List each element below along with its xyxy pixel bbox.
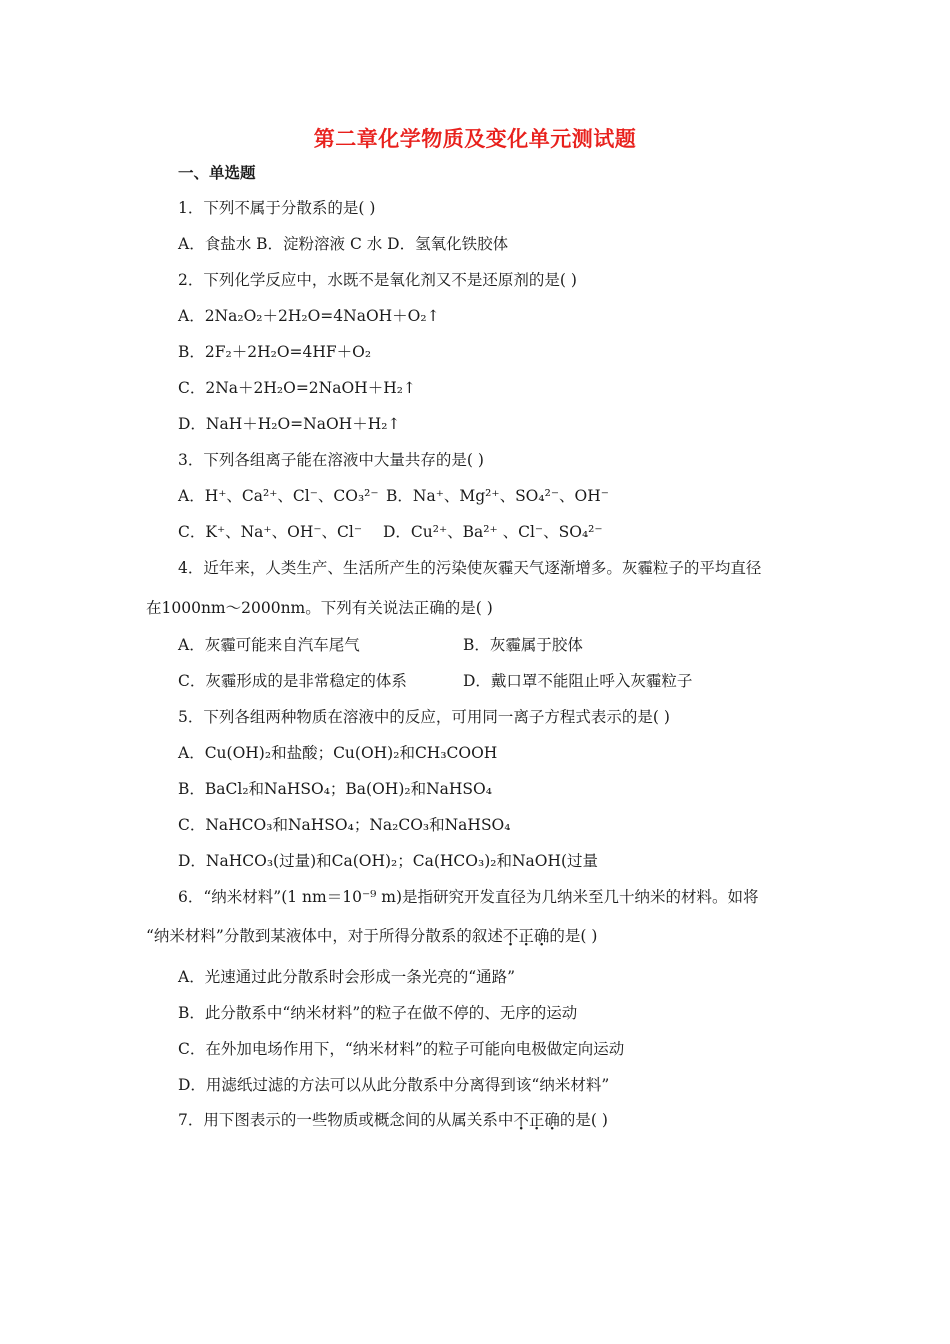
question-4-option-d: D．戴口罩不能阻止呼入灰霾粒子 xyxy=(463,672,693,690)
emphasis-char-3: 确 xyxy=(533,927,550,945)
question-2-stem: 2．下列化学反应中，水既不是氧化剂又不是还原剂的是( ) xyxy=(178,271,577,289)
document-title: 第二章化学物质及变化单元测试题 xyxy=(313,126,637,151)
question-6-emphasis xyxy=(503,927,550,945)
question-6-option-a: A．光速通过此分散系时会形成一条光亮的“通路” xyxy=(178,968,516,986)
question-2-option-c: C．2Na＋2H₂O=2NaOH＋H₂↑ xyxy=(178,379,416,397)
emphasis-char-2: 正 xyxy=(528,1111,545,1129)
question-4-option-c: C．灰霾形成的是非常稳定的体系 xyxy=(178,672,407,690)
question-1-stem: 1．下列不属于分散系的是( ) xyxy=(178,199,376,217)
question-5-option-b: B．BaCl₂和NaHSO₄；Ba(OH)₂和NaHSO₄ xyxy=(178,780,492,798)
section-heading: 一、单选题 xyxy=(178,164,256,182)
emphasis-char-2: 正 xyxy=(518,927,534,945)
question-7-stem-post: 的是( ) xyxy=(559,1111,608,1129)
question-6-option-d: D．用滤纸过滤的方法可以从此分散系中分离得到该“纳米材料” xyxy=(178,1076,610,1094)
question-6-option-b: B．此分散系中“纳米材料”的粒子在做不停的、无序的运动 xyxy=(178,1004,578,1022)
question-4-option-a: A．灰霾可能来自汽车尾气 xyxy=(178,636,360,654)
question-7-stem xyxy=(178,1109,608,1131)
question-5-option-a: A．Cu(OH)₂和盐酸；Cu(OH)₂和CH₃COOH xyxy=(178,744,498,762)
emphasis-char-1: 不 xyxy=(513,1111,529,1129)
question-5-option-c: C．NaHCO₃和NaHSO₄；Na₂CO₃和NaHSO₄ xyxy=(178,816,511,834)
question-2-option-b: B．2F₂＋2H₂O=4HF＋O₂ xyxy=(178,343,372,361)
question-6-stem-post: 的是( ) xyxy=(549,927,598,945)
question-3-option-a: A．H⁺、Ca²⁺、Cl⁻、CO₃²⁻ xyxy=(178,487,379,505)
emphasis-char-3: 确 xyxy=(544,1111,560,1129)
question-6-option-c: C．在外加电场作用下，“纳米材料”的粒子可能向电极做定向运动 xyxy=(178,1040,625,1058)
question-2-option-a: A．2Na₂O₂＋2H₂O=4NaOH＋O₂↑ xyxy=(178,307,440,325)
emphasis-char-1: 不 xyxy=(502,927,519,945)
question-4-stem-line2: 在1000nm～2000nm。下列有关说法正确的是( ) xyxy=(146,599,493,617)
question-2-option-d: D．NaH＋H₂O=NaOH＋H₂↑ xyxy=(178,415,401,433)
question-4-stem-line1: 4．近年来，人类生产、生活所产生的污染使灰霾天气逐渐增多。灰霾粒子的平均直径 xyxy=(178,559,762,577)
question-3-option-b: B．Na⁺、Mg²⁺、SO₄²⁻、OH⁻ xyxy=(386,487,609,505)
question-4-option-b: B．灰霾属于胶体 xyxy=(463,636,583,654)
question-5-stem: 5．下列各组两种物质在溶液中的反应，可用同一离子方程式表示的是( ) xyxy=(178,708,670,726)
question-3-stem: 3．下列各组离子能在溶液中大量共存的是( ) xyxy=(178,451,484,469)
question-7-stem-pre: 7．用下图表示的一些物质或概念间的从属关系中 xyxy=(178,1111,514,1129)
question-6-stem-line2 xyxy=(146,925,597,947)
question-5-option-d: D．NaHCO₃(过量)和Ca(OH)₂；Ca(HCO₃)₂和NaOH(过量 xyxy=(178,852,599,870)
question-3-option-d: D．Cu²⁺、Ba²⁺ 、Cl⁻、SO₄²⁻ xyxy=(383,523,603,541)
question-3-option-c: C．K⁺、Na⁺、OH⁻、Cl⁻ xyxy=(178,523,363,541)
question-7-emphasis xyxy=(513,1111,560,1129)
question-6-stem-pre: “纳米材料”分散到某液体中，对于所得分散系的叙述 xyxy=(146,927,503,945)
question-1-options: A．食盐水 B．淀粉溶液 C 水 D．氢氧化铁胶体 xyxy=(178,235,509,253)
question-6-stem-line1: 6．“纳米材料”(1 nm＝10⁻⁹ m)是指研究开发直径为几纳米至几十纳米的材料。如将 xyxy=(178,888,759,906)
